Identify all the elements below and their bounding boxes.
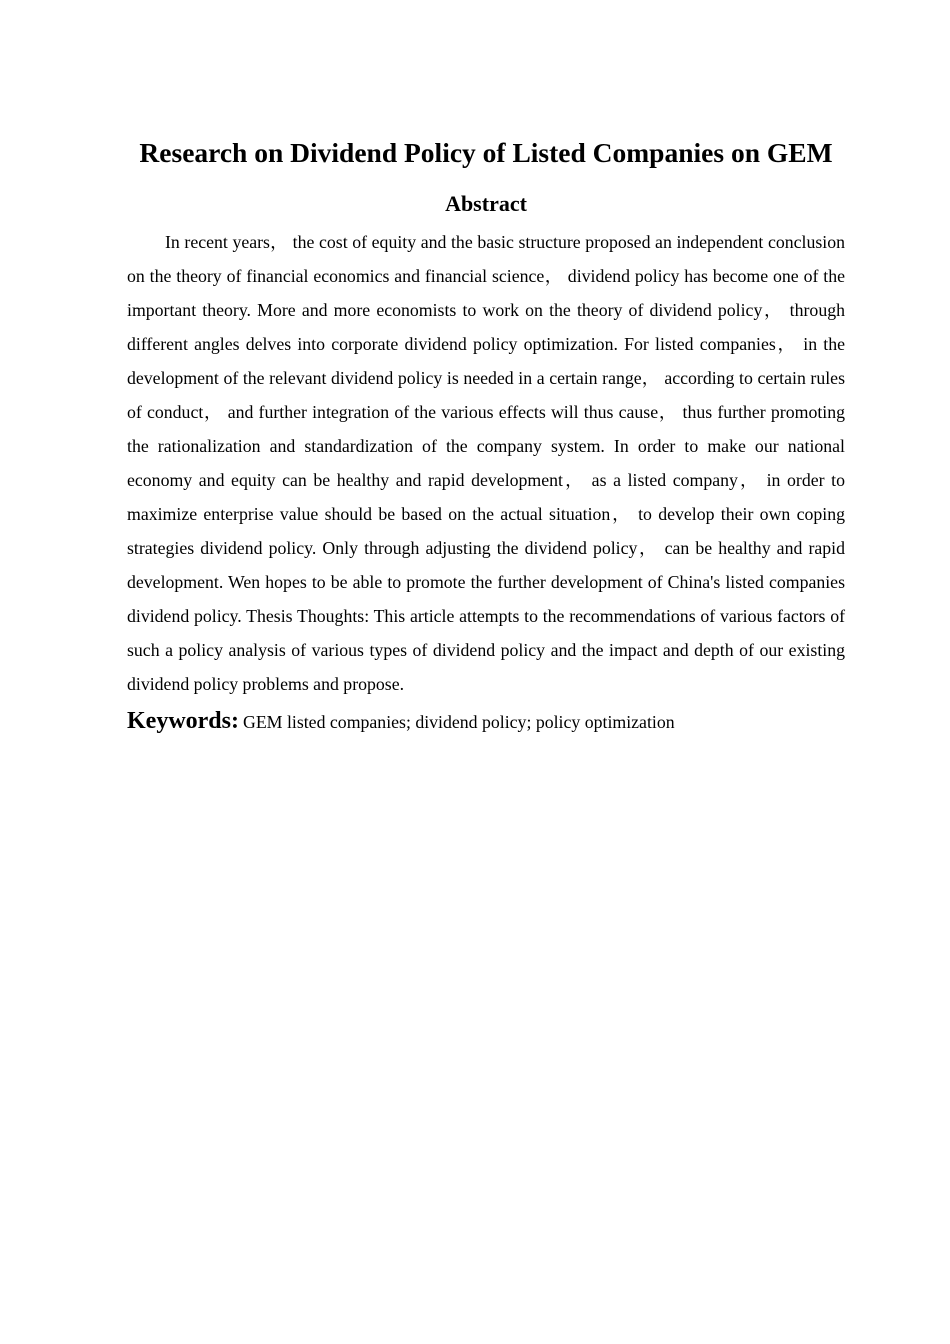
keywords-label: Keywords: <box>127 708 239 734</box>
keywords-text: GEM listed companies; dividend policy; policy optimization <box>242 712 675 732</box>
abstract-heading: Abstract <box>445 191 527 216</box>
keywords-line <box>127 701 845 744</box>
document-page <box>127 128 845 744</box>
abstract-body: In recent years， the cost of equity and the basic structure proposed an independent conclusion on the theory of financial economics and financial science， dividend policy has become one of the important theory. More and more economists to work on the theory of dividend policy， through different angles delves into corporate dividend policy optimization. For listed companies， in the development of the relevant dividend policy is needed in a certain range， according to certain rules of conduct， and further integration of the various effects will thus cause， thus further promoting the rationalization and standardization of the company system. In order to make our national economy and equity can be healthy and rapid development， as a listed company， in order to maximize enterprise value should be based on the actual situation， to develop their own coping strategies dividend policy. Only through adjusting the dividend policy， can be healthy and rapid development. Wen hopes to be able to promote the further development of China's listed companies dividend policy. Thesis Thoughts: This article attempts to the recommendations of various factors of such a policy analysis of various types of dividend policy and the impact and depth of our existing dividend policy problems and propose. <box>127 232 845 694</box>
document-title: Research on Dividend Policy of Listed Companies on GEM <box>139 137 833 168</box>
